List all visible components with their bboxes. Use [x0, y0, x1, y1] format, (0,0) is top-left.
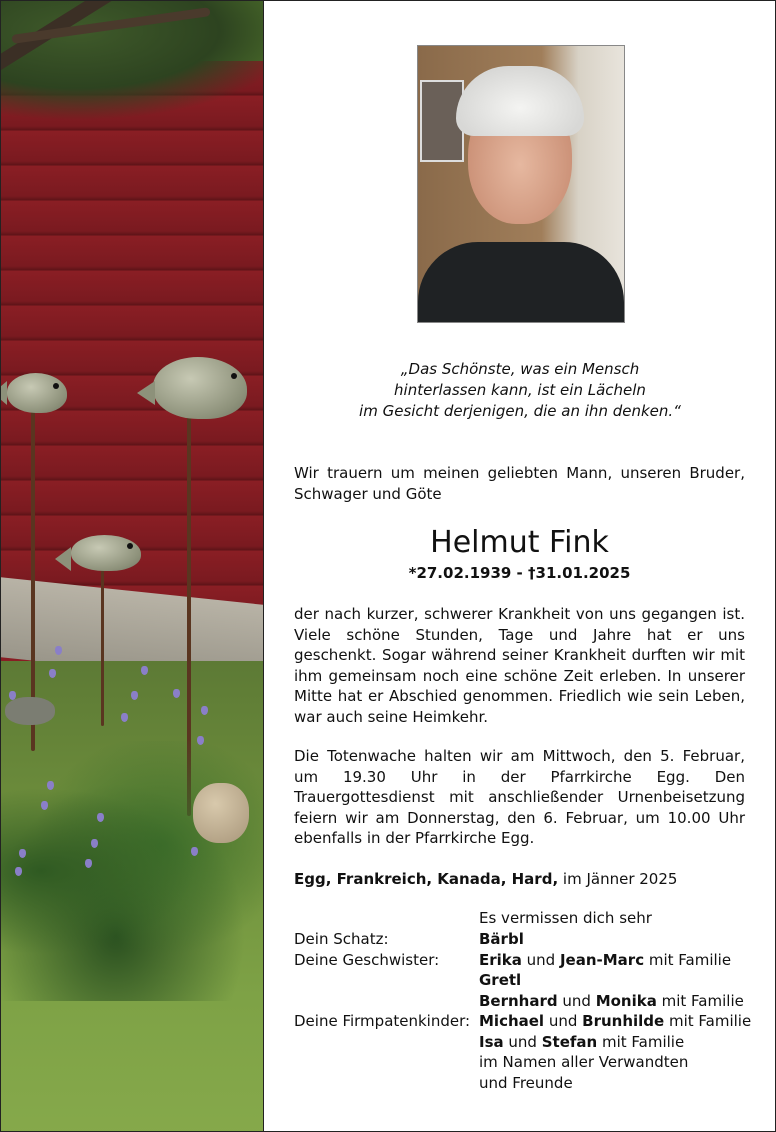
places: Egg, Frankreich, Kanada, Hard, [294, 870, 559, 888]
quote-line: hinterlassen kann, ist ein Lächeln [394, 381, 646, 399]
godchild-name: Isa [479, 1033, 504, 1051]
closing-line-1: im Namen aller Verwandten [479, 1053, 689, 1071]
bluebell-leaves [1, 741, 264, 1001]
bluebell-flower [97, 813, 104, 822]
sibling-line-2 [479, 970, 769, 991]
bluebell-flower [15, 867, 22, 876]
sibling-line-3 [479, 991, 769, 1012]
bluebell-flower [173, 689, 180, 698]
garden-stone [193, 783, 249, 843]
quote-line: im Gesicht derjenigen, die an ihn denken.“ [359, 402, 681, 420]
stone-fish-3 [71, 535, 141, 571]
bluebell-flower [9, 691, 16, 700]
siblings-label: Deine Geschwister: [294, 951, 440, 969]
fish-eye-3 [127, 543, 133, 549]
sibling-name: Bernhard [479, 992, 558, 1010]
garden-stone-grey [5, 697, 55, 725]
bluebell-flower [55, 646, 62, 655]
bluebell-flower [191, 847, 198, 856]
treasure-name [479, 929, 769, 950]
intro-text: Wir trauern um meinen geliebten Mann, unseren Bruder, Schwager und Göte [294, 464, 745, 503]
sibling-conj: und [557, 992, 596, 1010]
closing-line-2: und Freunde [479, 1074, 573, 1092]
place-and-date [294, 869, 745, 889]
godchild-name: Michael [479, 1012, 545, 1030]
godchild-family: mit Familie [664, 1012, 752, 1030]
bluebell-flower [41, 801, 48, 810]
memorial-quote [297, 359, 743, 422]
godchild-name: Brunhilde [582, 1012, 665, 1030]
godchild-line-1 [479, 1011, 769, 1032]
sibling-name: Jean-Marc [559, 951, 645, 969]
stone-fish-1 [7, 373, 67, 413]
portrait-hair [456, 66, 584, 136]
godchildren-label: Deine Firmpatenkinder: [294, 1012, 471, 1030]
signature-heading: Es vermissen dich sehr [479, 909, 652, 927]
bluebell-flower [47, 781, 54, 790]
treasure-label: Dein Schatz: [294, 930, 389, 948]
bluebell-flower [49, 669, 56, 678]
sibling-line-1 [479, 950, 769, 971]
sibling-conj: und [521, 951, 560, 969]
fish-eye-2 [231, 373, 237, 379]
godchild-conj: und [503, 1033, 542, 1051]
stone-fish-2 [153, 357, 247, 419]
bluebell-flower [201, 706, 208, 715]
godchild-name: Stefan [541, 1033, 598, 1051]
obituary-body: der nach kurzer, schwerer Krankheit von uns gegangen ist. Viele schöne Stunden, Tage und Jahre hat er uns geschenkt. Sogar während seiner Krankheit durften wir mit ihm gemeinsam noch eine schöne Zeit erleben. In unserer Mitte hat er Abschied genommen. Friedlich wie sein Leben, war auch seine Heimkehr. [294, 605, 745, 726]
portrait-photo [417, 45, 625, 323]
garden-photo [1, 1, 264, 1131]
fish-tail-3 [55, 547, 71, 571]
sibling-name: Erika [479, 951, 522, 969]
funeral-details: Die Totenwache halten wir am Mittwoch, den 5. Februar, um 19.30 Uhr in der Pfarrkirche Egg. Den Trauergottesdienst mit anschließender Urnenbeisetzung feiern wir am Donnerstag, den 6. Februar, um 10.00 Uhr ebenfalls in der Pfarrkirche Egg. [294, 747, 745, 847]
godchild-conj: und [544, 1012, 583, 1030]
portrait-shirt [418, 242, 624, 323]
bluebell-flower [141, 666, 148, 675]
sibling-family: mit Familie [644, 951, 732, 969]
bluebell-flower [131, 691, 138, 700]
treasure-name-text: Bärbl [479, 930, 524, 948]
quote-line: „Das Schönste, was ein Mensch [400, 360, 640, 378]
sibling-name: Gretl [479, 971, 522, 989]
godchild-family: mit Familie [597, 1033, 685, 1051]
bluebell-flower [19, 849, 26, 858]
fish-stake-3 [101, 566, 104, 726]
bluebell-flower [85, 859, 92, 868]
fish-tail-1 [1, 381, 7, 405]
sibling-family: mit Familie [656, 992, 744, 1010]
godchild-line-2 [479, 1032, 769, 1053]
fish-eye-1 [53, 383, 59, 389]
deceased-name: Helmut Fink [430, 525, 609, 560]
life-dates: *27.02.1939 - †31.01.2025 [408, 564, 631, 582]
sibling-name: Monika [595, 992, 657, 1010]
date-text: im Jänner 2025 [558, 870, 678, 888]
bluebell-flower [121, 713, 128, 722]
fish-tail-2 [137, 381, 155, 405]
bluebell-flower [91, 839, 98, 848]
bluebell-flower [197, 736, 204, 745]
